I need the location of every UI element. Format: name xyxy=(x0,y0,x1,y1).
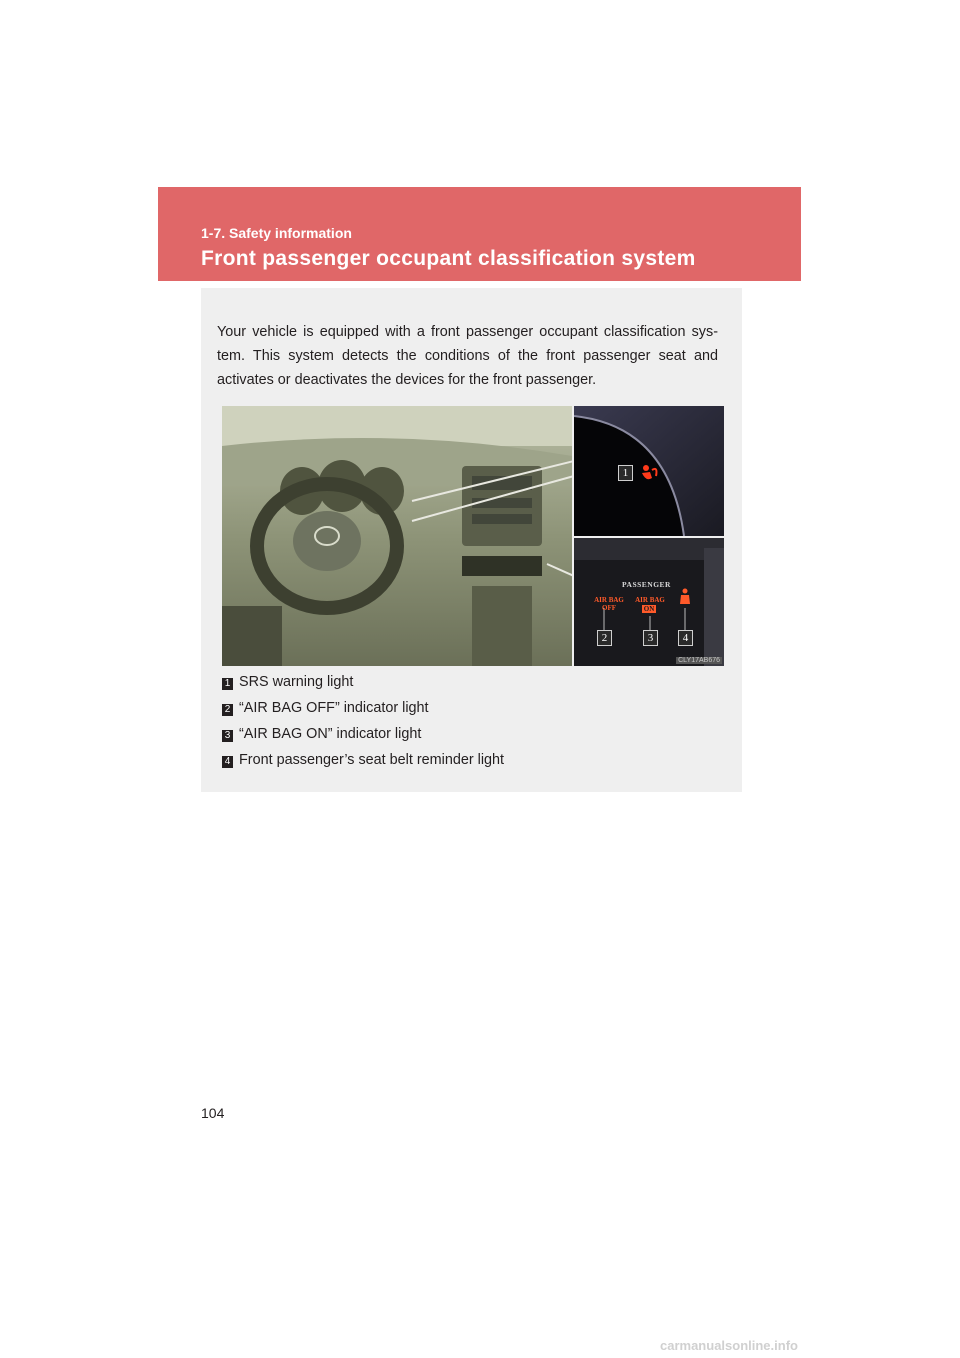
callout-4: 4 xyxy=(678,630,693,646)
legend-number: 2 xyxy=(222,704,233,716)
srs-inset xyxy=(574,406,724,536)
airbag-on-label: AIR BAG xyxy=(635,596,665,604)
legend-number: 3 xyxy=(222,730,233,742)
airbag-off-indicator: AIR BAG OFF xyxy=(594,596,624,612)
info-box xyxy=(201,288,742,792)
page-number: 104 xyxy=(201,1105,225,1121)
legend-number: 4 xyxy=(222,756,233,768)
intro-paragraph: Your vehicle is equipped with a front passenger occupant classification sys-tem. This system detects the conditions of the front passenger seat and activates or deactivates the devices for the front passenger. xyxy=(217,324,718,388)
airbag-on-state: ON xyxy=(643,605,655,613)
dashboard-figure xyxy=(222,406,724,666)
legend-text: Front passenger’s seat belt reminder light xyxy=(239,752,505,768)
callout-1: 1 xyxy=(618,465,633,481)
watermark: carmanualsonline.info xyxy=(660,1338,798,1353)
callout-3: 3 xyxy=(643,630,658,646)
passenger-label: PASSENGER xyxy=(622,580,671,589)
figure-code: CLY17AB676 xyxy=(678,657,720,664)
section-header xyxy=(158,187,801,281)
page-title: Front passenger occupant classification system xyxy=(201,247,696,270)
legend-text: “AIR BAG ON” indicator light xyxy=(239,726,422,742)
callout-2: 2 xyxy=(597,630,612,646)
legend-number: 1 xyxy=(222,678,233,690)
legend-text: “AIR BAG OFF” indicator light xyxy=(239,700,429,716)
legend-text: SRS warning light xyxy=(239,674,354,690)
dashboard-photo xyxy=(222,406,572,666)
passenger-indicator-inset xyxy=(574,538,724,666)
section-label: 1-7. Safety information xyxy=(201,225,352,241)
